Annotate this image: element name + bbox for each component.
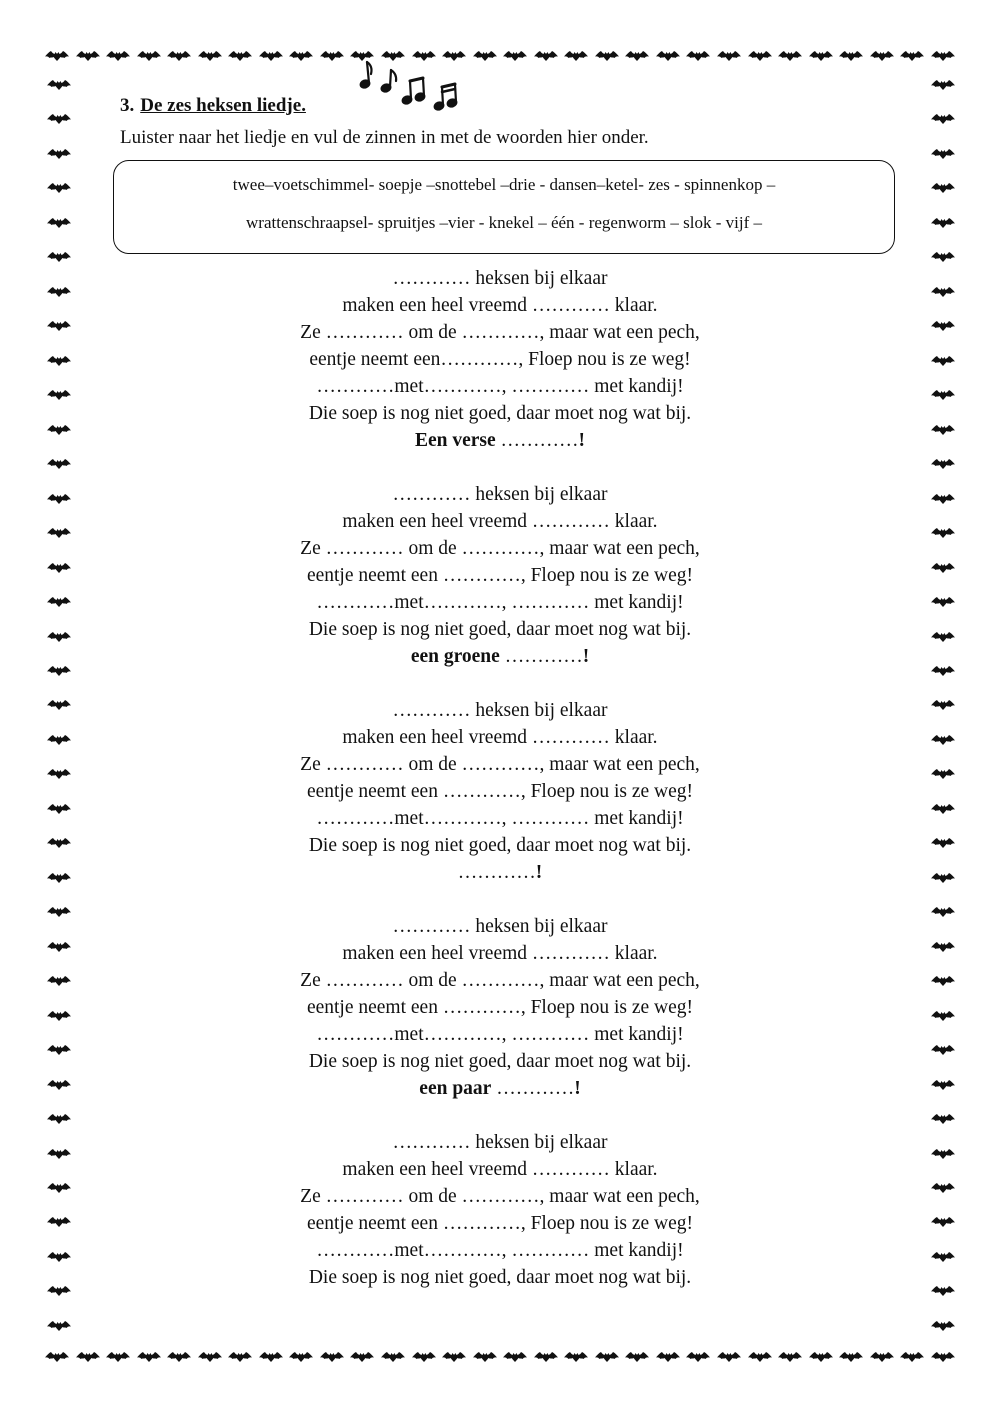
bat-icon <box>136 49 162 63</box>
lyric-line: maken een heel vreemd ………… klaar. <box>342 727 658 748</box>
bat-icon <box>46 78 72 92</box>
bat-icon <box>349 1350 375 1364</box>
bat-icon <box>533 1350 559 1364</box>
bat-icon <box>624 49 650 63</box>
bat-icon <box>838 1350 864 1364</box>
verse-ending-blank: ………… <box>499 646 583 667</box>
lyric-line: ………… heksen bij elkaar <box>392 484 608 505</box>
exercise-title: De zes heksen liedje. <box>140 95 306 116</box>
verse-ending-blank: ………… <box>491 1078 575 1099</box>
bat-icon <box>46 112 72 126</box>
lyric-line: …………met…………, ………… met kandij! <box>316 376 684 397</box>
lyric-line: Ze ………… om de …………, maar wat een pech, <box>300 1186 700 1207</box>
lyric-line: eentje neemt een …………, Floep nou is ze weg! <box>306 565 694 586</box>
bat-border-bottom <box>44 1345 956 1369</box>
verse-ending-blank: ………… <box>495 430 579 451</box>
bat-icon <box>105 49 131 63</box>
bat-icon <box>441 1350 467 1364</box>
verse-1 <box>0 265 1000 454</box>
lyric-line: eentje neemt een…………, Floep nou is ze weg! <box>309 349 691 370</box>
bat-icon <box>930 78 956 92</box>
bat-icon <box>747 1350 773 1364</box>
bat-icon <box>930 250 956 264</box>
bat-icon <box>624 1350 650 1364</box>
lyric-line: Ze ………… om de …………, maar wat een pech, <box>300 754 700 775</box>
lyric-line: eentje neemt een …………, Floep nou is ze weg! <box>306 1213 694 1234</box>
bat-icon <box>777 49 803 63</box>
lyric-line: Die soep is nog niet goed, daar moet nog wat bij. <box>308 403 692 424</box>
bat-icon <box>838 49 864 63</box>
bat-icon <box>930 49 956 63</box>
bat-icon <box>46 1319 72 1333</box>
bat-icon <box>46 216 72 230</box>
lyric-line: Ze ………… om de …………, maar wat een pech, <box>300 538 700 559</box>
bat-icon <box>777 1350 803 1364</box>
verse-4 <box>0 913 1000 1102</box>
lyric-line: maken een heel vreemd ………… klaar. <box>342 1159 658 1180</box>
lyric-line: maken een heel vreemd ………… klaar. <box>342 295 658 316</box>
bat-icon <box>930 1319 956 1333</box>
lyric-line: …………met…………, ………… met kandij! <box>316 592 684 613</box>
bat-icon <box>44 1350 70 1364</box>
lyric-line: ………… heksen bij elkaar <box>392 268 608 289</box>
lyric-line: …………met…………, ………… met kandij! <box>316 1024 684 1045</box>
verse-ending <box>0 427 1000 454</box>
bat-icon <box>594 49 620 63</box>
bat-icon <box>685 49 711 63</box>
bat-icon <box>197 1350 223 1364</box>
verse-ending-mark: ! <box>535 862 543 883</box>
word-bank-box <box>113 160 895 254</box>
instruction-text: Luister naar het liedje en vul de zinnen in met de woorden hier onder. <box>120 127 649 148</box>
bat-icon <box>44 49 70 63</box>
bat-icon <box>380 1350 406 1364</box>
lyric-line: Die soep is nog niet goed, daar moet nog wat bij. <box>308 1051 692 1072</box>
lyric-line: ………… heksen bij elkaar <box>392 916 608 937</box>
bat-icon <box>166 49 192 63</box>
exercise-number: 3. <box>120 95 135 116</box>
verse-ending-bold: Een verse <box>414 430 496 451</box>
bat-icon <box>685 1350 711 1364</box>
bat-icon <box>411 1350 437 1364</box>
bat-icon <box>75 1350 101 1364</box>
lyric-line: Ze ………… om de …………, maar wat een pech, <box>300 970 700 991</box>
verse-3 <box>0 697 1000 886</box>
bat-icon <box>655 49 681 63</box>
verse-ending-mark: ! <box>582 646 590 667</box>
bat-icon <box>808 49 834 63</box>
bat-icon <box>899 1350 925 1364</box>
bat-icon <box>197 49 223 63</box>
bat-icon <box>869 1350 895 1364</box>
verse-ending-bold: een groene <box>410 646 500 667</box>
bat-icon <box>472 1350 498 1364</box>
bat-icon <box>166 1350 192 1364</box>
lyric-line: maken een heel vreemd ………… klaar. <box>342 511 658 532</box>
word-bank-line-2: wrattenschraapsel- spruitjes –vier - knekel – één - regenworm – slok - vijf – <box>246 213 762 232</box>
bat-icon <box>747 49 773 63</box>
bat-icon <box>594 1350 620 1364</box>
verse-5 <box>0 1129 1000 1291</box>
word-bank-line-1: twee–voetschimmel- soepje –snottebel –drie - dansen–ketel- zes - spinnenkop – <box>232 175 776 194</box>
bat-icon <box>563 1350 589 1364</box>
bat-icon <box>930 147 956 161</box>
bat-icon <box>319 49 345 63</box>
bat-icon <box>258 49 284 63</box>
lyric-line: ………… heksen bij elkaar <box>392 1132 608 1153</box>
lyric-line: maken een heel vreemd ………… klaar. <box>342 943 658 964</box>
bat-icon <box>258 1350 284 1364</box>
bat-icon <box>227 1350 253 1364</box>
lyric-line: …………met…………, ………… met kandij! <box>316 808 684 829</box>
bat-icon <box>899 49 925 63</box>
lyric-line: eentje neemt een …………, Floep nou is ze weg! <box>306 781 694 802</box>
verse-ending-mark: ! <box>574 1078 581 1099</box>
verse-ending <box>0 859 1000 886</box>
bat-icon <box>46 250 72 264</box>
bat-icon <box>75 49 101 63</box>
bat-icon <box>930 216 956 230</box>
bat-icon <box>319 1350 345 1364</box>
bat-icon <box>136 1350 162 1364</box>
bat-icon <box>716 49 742 63</box>
bat-icon <box>105 1350 131 1364</box>
bat-icon <box>472 49 498 63</box>
verse-ending-mark: ! <box>578 430 586 451</box>
verse-ending <box>0 1075 1000 1102</box>
bat-icon <box>716 1350 742 1364</box>
song-lyrics <box>0 265 1000 1318</box>
bat-icon <box>655 1350 681 1364</box>
bat-icon <box>930 1350 956 1364</box>
lyric-line: Ze ………… om de …………, maar wat een pech, <box>300 322 700 343</box>
bat-icon <box>46 181 72 195</box>
verse-ending-blank: ………… <box>457 862 536 883</box>
bat-icon <box>869 49 895 63</box>
lyric-line: Die soep is nog niet goed, daar moet nog wat bij. <box>308 1267 692 1288</box>
bat-icon <box>46 147 72 161</box>
lyric-line: eentje neemt een …………, Floep nou is ze weg! <box>306 997 694 1018</box>
lyric-line: …………met…………, ………… met kandij! <box>316 1240 684 1261</box>
bat-icon <box>288 1350 314 1364</box>
exercise-heading <box>120 95 306 117</box>
verse-2 <box>0 481 1000 670</box>
bat-icon <box>288 49 314 63</box>
bat-icon <box>502 49 528 63</box>
lyric-line: Die soep is nog niet goed, daar moet nog wat bij. <box>308 835 692 856</box>
bat-icon <box>227 49 253 63</box>
bat-icon <box>930 112 956 126</box>
verse-ending-bold: een paar <box>419 1078 492 1099</box>
music-notes-icon <box>352 54 462 114</box>
lyric-line: Die soep is nog niet goed, daar moet nog wat bij. <box>308 619 692 640</box>
lyric-line: ………… heksen bij elkaar <box>392 700 608 721</box>
bat-icon <box>808 1350 834 1364</box>
verse-ending <box>0 643 1000 670</box>
bat-icon <box>533 49 559 63</box>
bat-icon <box>930 181 956 195</box>
bat-border-top <box>44 44 956 68</box>
bat-icon <box>502 1350 528 1364</box>
bat-icon <box>563 49 589 63</box>
